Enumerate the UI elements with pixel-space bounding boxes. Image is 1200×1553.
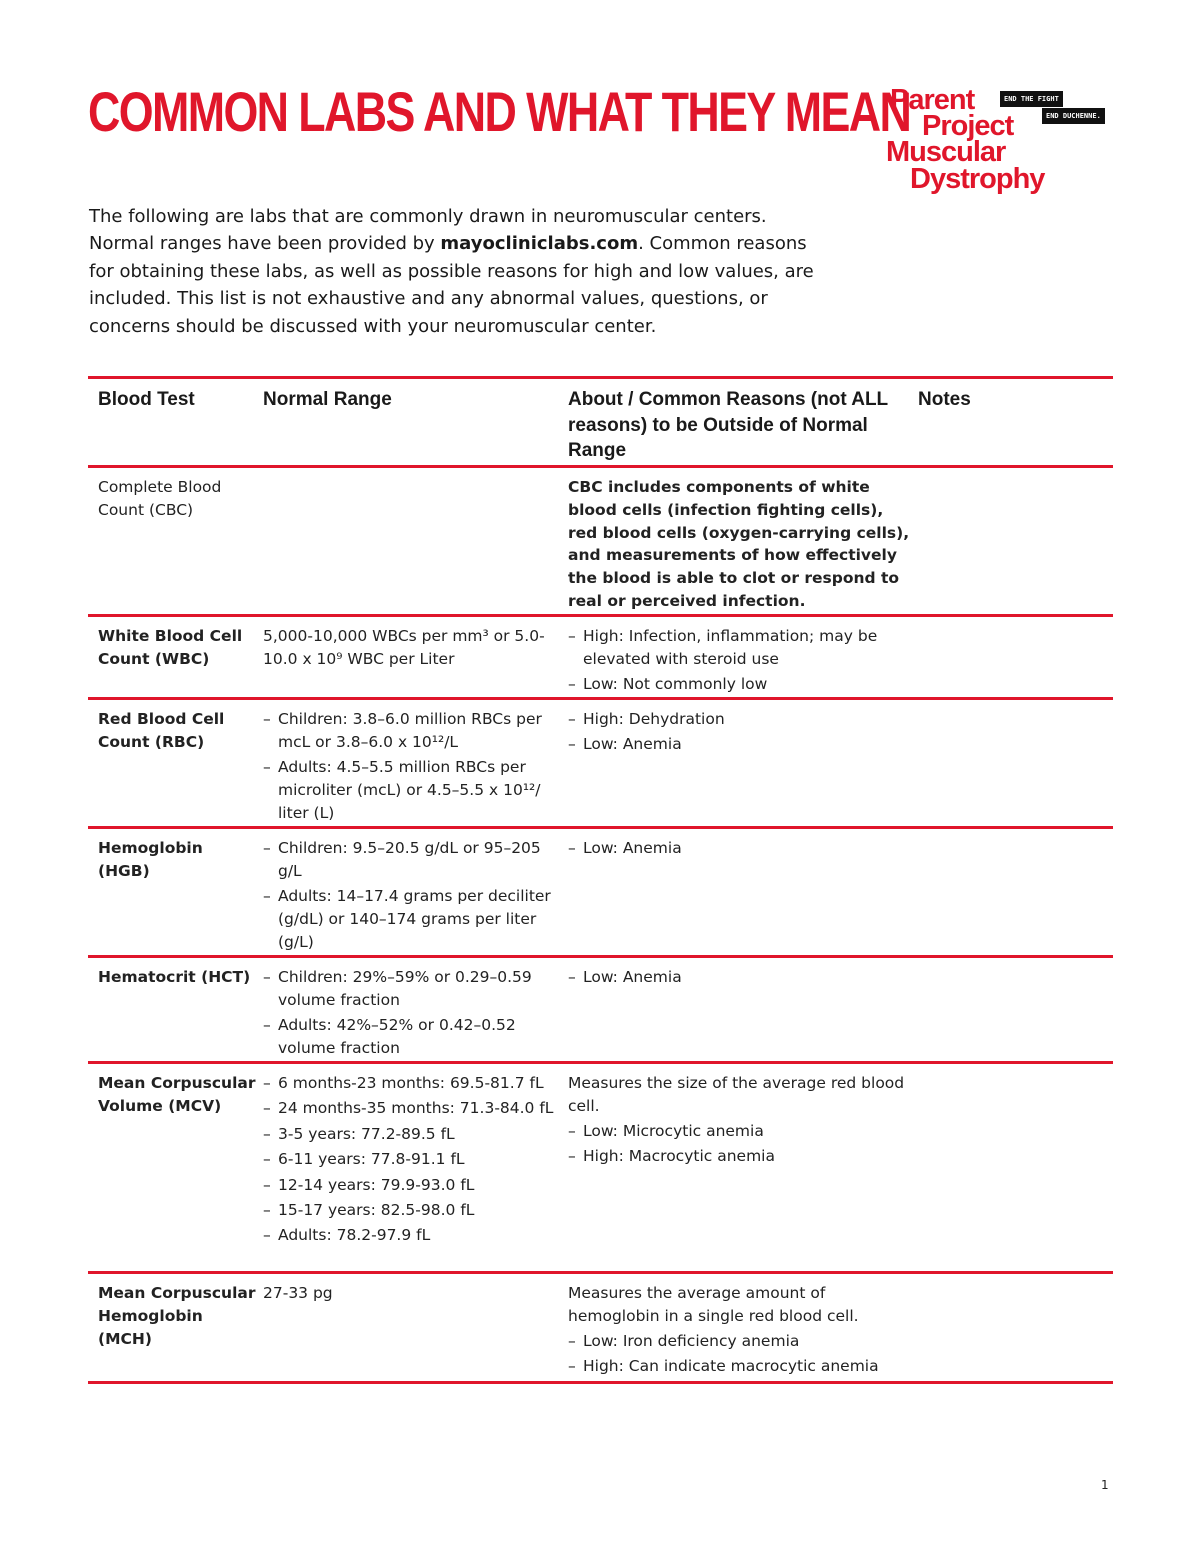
about-cell <box>568 700 913 759</box>
mayo-clinic-link[interactable]: mayocliniclabs.com <box>440 233 639 255</box>
list-item: – Low: Anemia <box>568 837 913 860</box>
list-item: – Adults: 78.2-97.9 fL <box>263 1224 561 1247</box>
table-row-hgb <box>88 826 1113 955</box>
notes-cell <box>918 617 1108 625</box>
list-item: – Adults: 4.5–5.5 million RBCs per microliter (mcL) or 4.5–5.5 x 10¹²/ liter (L) <box>263 756 561 824</box>
list-item: – 24 months-35 months: 71.3-84.0 fL <box>263 1097 561 1120</box>
about-text: Measures the size of the average red blood cell. <box>568 1074 905 1115</box>
header-about: About / Common Reasons (not ALL reasons) to be Outside of Normal Range <box>568 389 888 461</box>
test-name: Hematocrit (HCT) <box>98 968 251 986</box>
list-item: – High: Macrocytic anemia <box>568 1145 913 1168</box>
page-title: COMMON LABS AND WHAT THEY MEAN <box>88 80 911 143</box>
table-row-mch <box>88 1271 1113 1384</box>
test-name: Hemoglobin (HGB) <box>98 839 203 880</box>
test-name: Mean Corpuscular Hemoglobin (MCH) <box>98 1284 256 1348</box>
about-cell <box>568 829 913 862</box>
intro-text-2: . Common reasons for obtaining these labs, as well as possible reasons for high and low values, are included. This list is not exhaustive and any abnormal values, questions, or concerns should be discussed with your neuromuscular center. <box>89 233 814 337</box>
normal-range-cell <box>263 468 561 476</box>
header-blood-test: Blood Test <box>98 389 195 410</box>
list-item: – 6 months-23 months: 69.5-81.7 fL <box>263 1072 561 1095</box>
notes-cell <box>918 468 1108 476</box>
normal-range-cell <box>263 700 561 827</box>
notes-cell <box>918 700 1108 708</box>
list-item: – 3-5 years: 77.2-89.5 fL <box>263 1123 561 1146</box>
list-item: – High: Infection, inflammation; may be elevated with steroid use <box>568 625 913 671</box>
labs-table <box>88 376 1113 1384</box>
about-cell <box>568 1064 913 1170</box>
notes-cell <box>918 829 1108 837</box>
list-item: – Low: Anemia <box>568 966 913 989</box>
about-cell <box>568 958 913 991</box>
test-name: White Blood Cell Count (WBC) <box>98 627 243 668</box>
table-row-mcv <box>88 1061 1113 1271</box>
page-number: 1 <box>1101 1478 1109 1492</box>
test-name: Complete Blood Count (CBC) <box>98 478 222 519</box>
list-item: – Low: Microcytic anemia <box>568 1120 913 1143</box>
test-name: Mean Corpuscular Volume (MCV) <box>98 1074 256 1115</box>
logo-line-project: Project <box>922 110 1014 142</box>
table-row-rbc <box>88 697 1113 826</box>
notes-cell <box>918 1064 1108 1072</box>
test-name: Red Blood Cell Count (RBC) <box>98 710 225 751</box>
normal-range-cell <box>263 958 561 1062</box>
list-item: – 12-14 years: 79.9-93.0 fL <box>263 1174 561 1197</box>
notes-cell <box>918 958 1108 966</box>
about-text: Measures the average amount of hemoglobin in a single red blood cell. <box>568 1284 859 1325</box>
table-row-cbc <box>88 465 1113 614</box>
list-item: – Adults: 14–17.4 grams per deciliter (g/dL) or 140–174 grams per liter (g/L) <box>263 885 561 953</box>
ppmd-logo <box>884 84 1116 204</box>
normal-range-cell <box>263 617 561 673</box>
list-item: – Low: Not commonly low <box>568 673 913 696</box>
list-item: – Children: 9.5–20.5 g/dL or 95–205 g/L <box>263 837 561 883</box>
normal-range-cell <box>263 829 561 956</box>
table-row-wbc <box>88 614 1113 697</box>
table-header-row <box>88 376 1113 465</box>
list-item: – High: Dehydration <box>568 708 913 731</box>
list-item: – Low: Iron deficiency anemia <box>568 1330 913 1353</box>
logo-line-parent: Parent <box>890 84 975 116</box>
logo-line-muscular: Muscular <box>886 136 1006 168</box>
logo-line-dystrophy: Dystrophy <box>910 163 1045 195</box>
header-normal-range: Normal Range <box>263 389 392 410</box>
notes-cell <box>918 1274 1108 1282</box>
range-text: 5,000-10,000 WBCs per mm³ or 5.0-10.0 x 10⁹ WBC per Liter <box>263 627 545 668</box>
intro-text-1: The following are labs that are commonly drawn in neuromuscular centers. Normal ranges have been provided by <box>89 206 767 255</box>
header-notes: Notes <box>918 389 971 410</box>
list-item: – Children: 3.8–6.0 million RBCs per mcL or 3.8–6.0 x 10¹²/L <box>263 708 561 754</box>
normal-range-cell <box>263 1064 561 1250</box>
about-cell <box>568 617 913 699</box>
table-row-hct <box>88 955 1113 1061</box>
logo-tag-end-duchenne: END DUCHENNE. <box>1042 108 1105 124</box>
logo-tag-end-the-fight: END THE FIGHT <box>1000 91 1063 107</box>
list-item: – 15-17 years: 82.5-98.0 fL <box>263 1199 561 1222</box>
list-item: – Adults: 42%–52% or 0.42–0.52 volume fraction <box>263 1014 561 1060</box>
list-item: – 6-11 years: 77.8-91.1 fL <box>263 1148 561 1171</box>
list-item: – High: Can indicate macrocytic anemia <box>568 1355 913 1378</box>
about-cell: CBC includes components of white blood cells (infection fighting cells), red blood cells (oxygen-carrying cells), and measurements of how effectively the blood is able to clot or respond to real or perceived infection. <box>568 478 910 610</box>
list-item: – Children: 29%–59% or 0.29–0.59 volume fraction <box>263 966 561 1012</box>
range-text: 27-33 pg <box>263 1284 333 1302</box>
about-cell <box>568 1274 913 1380</box>
normal-range-cell <box>263 1274 561 1307</box>
list-item: – Low: Anemia <box>568 733 913 756</box>
intro-paragraph <box>89 203 819 340</box>
